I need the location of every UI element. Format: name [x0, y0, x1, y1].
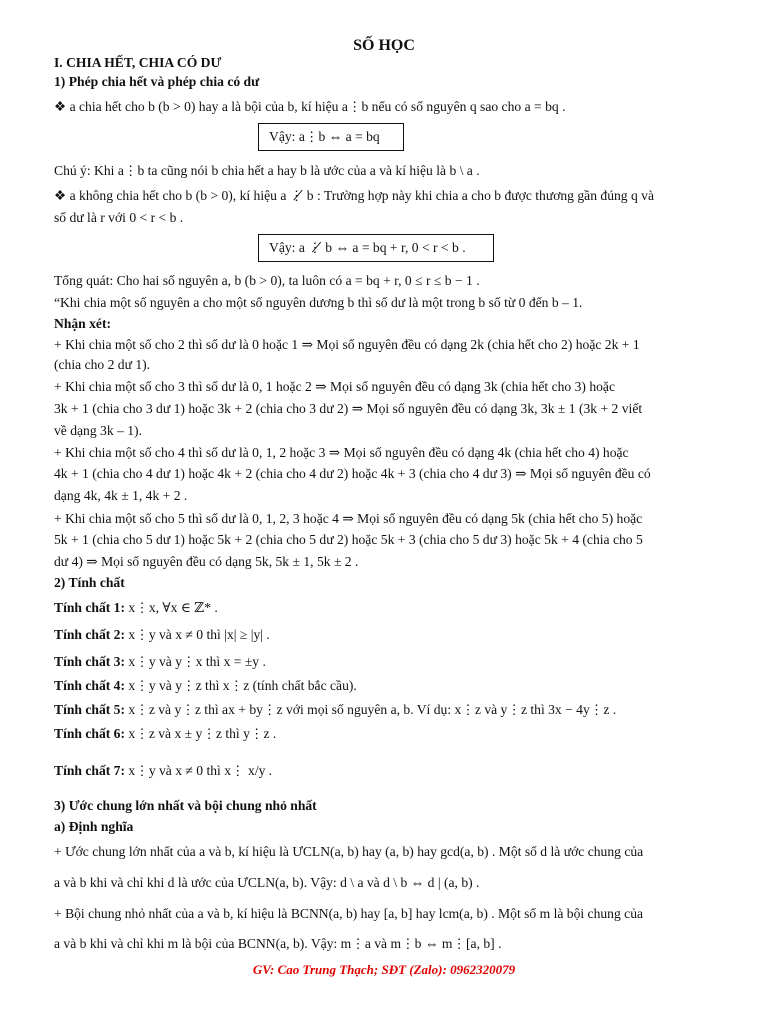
property-line [54, 701, 716, 719]
property-text: x⋮y và x ≠ 0 thì x⋮ x/y . [128, 763, 273, 778]
quote-paragraph: “Khi chia một số nguyên a cho một số nguyên dương b thì số dư là một trong b số từ 0 đến b – 1. [54, 295, 583, 310]
remark-line: 5k + 1 (chia cho 5 dư 1) hoặc 5k + 2 (chia cho 5 dư 2) hoặc 5k + 3 (chia cho 5 dư 3) hoặc 5k + 4 (chia cho 5 [54, 532, 643, 547]
property-text: x⋮y và x ≠ 0 thì |x| ≥ |y| . [128, 627, 270, 642]
author-footer: GV: Cao Trung Thạch; SĐT (Zalo): 0962320079 [252, 962, 516, 977]
remark-line: về dạng 3k – 1). [54, 423, 142, 438]
property-line [54, 725, 716, 743]
property-line [54, 653, 716, 671]
remark-line: dư 4) ⇒ Mọi số nguyên đều có dạng 5k, 5k ± 1, 5k ± 2 . [54, 554, 359, 569]
subsection-heading: 2) Tính chất [54, 575, 125, 590]
page-title: SỐ HỌC [353, 37, 415, 54]
property-line [54, 762, 716, 780]
property-label: Tính chất 3: [54, 654, 126, 669]
property-line [54, 677, 716, 695]
definition-line: a và b khi và chỉ khi m là bội của BCNN(a, b). Vậy: m⋮a và m⋮b ⇔ m⋮[a, b] . [54, 936, 502, 951]
property-text: x⋮z và y⋮z thì ax + by⋮z với mọi số nguyên a, b. Ví dụ: x⋮z và y⋮z thì 3x − 4y⋮z . [128, 702, 617, 717]
formula-box: Vậy: a⋮b ⇔ a = bq [258, 123, 404, 151]
paragraph: ❖ a không chia hết cho b (b > 0), kí hiệu a ⋮̸ b : Trường hợp này khi chia a cho b được thương gần đúng q và [54, 188, 655, 203]
remark-line: (chia cho 2 dư 1). [54, 357, 151, 372]
remark-line: + Khi chia một số cho 5 thì số dư là 0, 1, 2, 3 hoặc 4 ⇒ Mọi số nguyên đều có dạng 5k (chia hết cho 5) hoặc [54, 511, 643, 526]
remark-line: 4k + 1 (chia cho 4 dư 1) hoặc 4k + 2 (chia cho 4 dư 2) hoặc 4k + 3 (chia cho 4 dư 3) ⇒ Mọi số nguyên đều có [54, 466, 651, 481]
property-label: Tính chất 2: [54, 627, 126, 642]
remark-line: + Khi chia một số cho 2 thì số dư là 0 hoặc 1 ⇒ Mọi số nguyên đều có dạng 2k (chia hết cho 2) hoặc 2k + 1 [54, 337, 640, 352]
property-label: Tính chất 4: [54, 678, 126, 693]
remark-heading: Nhận xét: [54, 316, 112, 331]
property-line [54, 626, 716, 644]
definition-line: a và b khi và chỉ khi d là ước của ƯCLN(a, b). Vậy: d \ a và d \ b ⇔ d | (a, b) . [54, 875, 480, 890]
section-heading: I. CHIA HẾT, CHIA CÓ DƯ [54, 55, 222, 70]
subsection-heading: a) Định nghĩa [54, 819, 134, 834]
property-label: Tính chất 6: [54, 726, 126, 741]
property-text: x⋮y và y⋮z thì x⋮z (tính chất bắc cầu). [128, 678, 357, 693]
remark-line: 3k + 1 (chia cho 3 dư 1) hoặc 3k + 2 (chia cho 3 dư 2) ⇒ Mọi số nguyên đều có dạng 3k, 3k ± 1 (3k + 2 viết [54, 401, 643, 416]
property-line [54, 599, 716, 617]
definition-line: + Ước chung lớn nhất của a và b, kí hiệu là ƯCLN(a, b) hay (a, b) hay gcd(a, b) . Một số d là ước chung của [54, 844, 644, 859]
subsection-heading: 1) Phép chia hết và phép chia có dư [54, 74, 260, 89]
paragraph: số dư là r với 0 < r < b . [54, 210, 184, 225]
definition-line: + Bội chung nhỏ nhất của a và b, kí hiệu là BCNN(a, b) hay [a, b] hay lcm(a, b) . Một số m là bội chung của [54, 906, 644, 921]
remark-line: + Khi chia một số cho 3 thì số dư là 0, 1 hoặc 2 ⇒ Mọi số nguyên đều có dạng 3k (chia hết cho 3) hoặc [54, 379, 615, 394]
property-label: Tính chất 7: [54, 763, 126, 778]
remark-line: dạng 4k, 4k ± 1, 4k + 2 . [54, 488, 188, 503]
general-statement: Tổng quát: Cho hai số nguyên a, b (b > 0), ta luôn có a = bq + r, 0 ≤ r ≤ b − 1 . [54, 273, 480, 288]
property-text: x⋮z và x ± y⋮z thì y⋮z . [128, 726, 277, 741]
property-text: x⋮y và y⋮x thì x = ±y . [128, 654, 266, 669]
note-paragraph: Chú ý: Khi a⋮b ta cũng nói b chia hết a hay b là ước của a và kí hiệu là b \ a . [54, 163, 480, 178]
paragraph: ❖ a chia hết cho b (b > 0) hay a là bội của b, kí hiệu a⋮b nếu có số nguyên q sao cho a = bq . [54, 99, 566, 114]
property-label: Tính chất 1: [54, 600, 126, 615]
formula-box: Vậy: a ⋮̸ b ⇔ a = bq + r, 0 < r < b . [258, 234, 494, 262]
property-text: x⋮x, ∀x ∈ ℤ* . [128, 600, 218, 615]
property-label: Tính chất 5: [54, 702, 126, 717]
subsection-heading: 3) Ước chung lớn nhất và bội chung nhỏ nhất [54, 798, 317, 813]
remark-line: + Khi chia một số cho 4 thì số dư là 0, 1, 2 hoặc 3 ⇒ Mọi số nguyên đều có dạng 4k (chia hết cho 4) hoặc [54, 445, 629, 460]
